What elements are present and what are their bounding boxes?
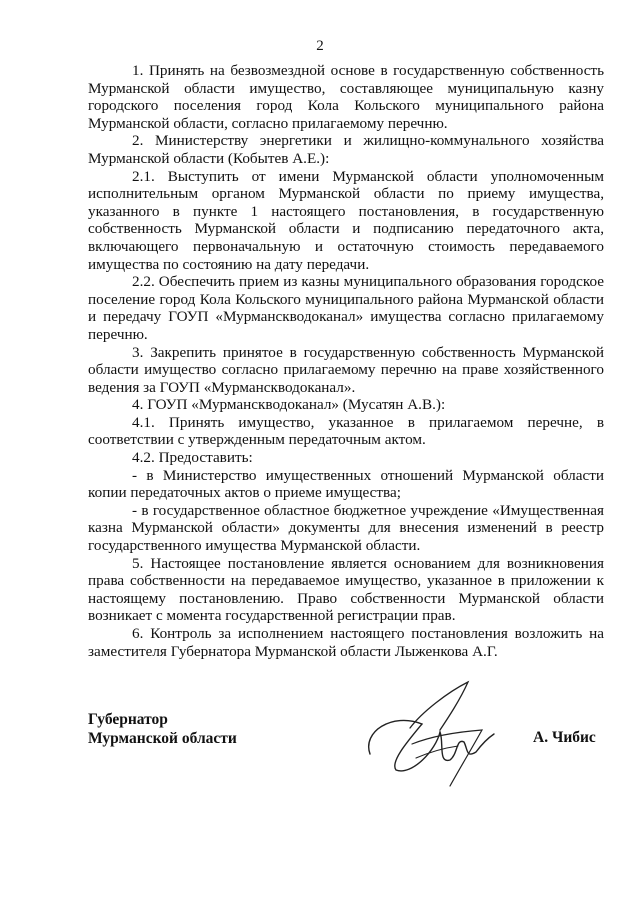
paragraph-4-1: 4.1. Принять имущество, указанное в прилагаемом перечне, в соответствии с утвержденным передаточным актом.	[88, 413, 604, 449]
paragraph-2: 2. Министерству энергетики и жилищно-коммунального хозяйства Мурманской области (Кобытев А.Е.):	[88, 132, 604, 167]
paragraph-6: 6. Контроль за исполнением настоящего постановления возложить на заместителя Губернатора Мурманской области Лыженкова А.Г.	[88, 625, 604, 660]
paragraph-3: 3. Закрепить принятое в государственную собственность Мурманской области имущество согласно прилагаемому перечню на праве хозяйственного ведения за ГОУП «Мурманскводоканал».	[88, 343, 604, 396]
signatory-name: А. Чибис	[533, 729, 596, 746]
paragraph-4-2: 4.2. Предоставить:	[132, 449, 253, 467]
signatory-title	[88, 710, 237, 748]
paragraph-2-2: 2.2. Обеспечить прием из казны муниципального образования городское поселение город Кола Кольского муниципального района Мурманской области и передачу ГОУП «Мурманскводоканал» имущества согласно прилагаемому перечню.	[88, 273, 604, 343]
paragraph-4: 4. ГОУП «Мурманскводоканал» (Мусатян А.В.):	[132, 396, 446, 414]
signatory-title-line-1: Губернатор	[88, 711, 168, 728]
paragraph-2-1: 2.1. Выступить от имени Мурманской области уполномоченным исполнительным органом Мурманской области по приему имущества, указанного в пункте 1 настоящего постановления, в государственную собственность Мурманской области и подписанию передаточного акта, включающего первоначальную и остаточную стоимость передаваемого имущества по состоянию на дату передачи.	[88, 167, 604, 273]
paragraph-4-2-item-1: - в Министерство имущественных отношений Мурманской области копии передаточных актов о приеме имущества;	[88, 466, 604, 502]
document-body	[88, 62, 604, 660]
paragraph-4-2-item-2: - в государственное областное бюджетное учреждение «Имущественная казна Мурманской области» документы для внесения изменений в реестр государственного имущества Мурманской области.	[88, 501, 604, 555]
signatory-title-line-2: Мурманской области	[88, 730, 237, 747]
page-number: 2	[316, 38, 324, 54]
handwritten-signature	[352, 672, 512, 792]
paragraph-5: 5. Настоящее постановление является основанием для возникновения права собственности на передаваемое имущество, указанное в приложении к настоящему постановлению. Право собственности Мурманской области возникает с момента государственной регистрации прав.	[88, 554, 604, 625]
paragraph-1: 1. Принять на безвозмездной основе в государственную собственность Мурманской области имущество, составляющее муниципальную казну городского поселения город Кола Кольского муниципального района Мурманской области, согласно прилагаемому перечню.	[88, 62, 604, 132]
